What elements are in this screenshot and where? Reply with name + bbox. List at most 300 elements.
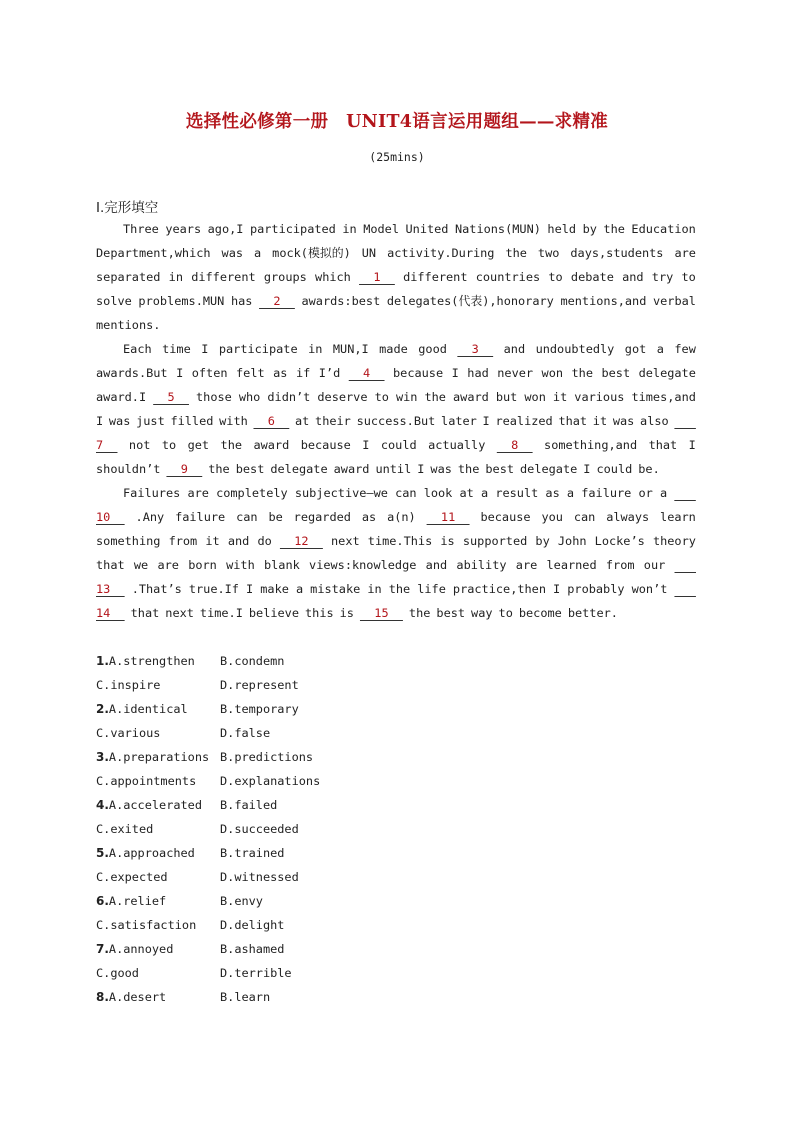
option-c: C.appointments	[96, 774, 197, 788]
passage-word: few	[674, 342, 696, 356]
passage-word: award.I	[96, 390, 147, 404]
passage-word: never	[497, 366, 534, 380]
question-row	[96, 769, 496, 793]
passage-word: who	[238, 390, 261, 404]
passage-word: I	[176, 366, 184, 380]
passage-word: learned	[546, 558, 597, 572]
passage-word: countries	[475, 270, 541, 284]
passage-word: times,and	[631, 390, 696, 404]
passage-word: at	[295, 414, 310, 428]
passage-line	[96, 337, 696, 361]
passage-word: Failures	[123, 486, 181, 500]
passage-word: with	[226, 558, 255, 572]
passage-word: success.But	[356, 414, 436, 428]
passage-word: I	[688, 438, 696, 452]
option-a-text: A.relief	[108, 894, 167, 908]
passage-word: subjective—we	[294, 486, 388, 500]
passage-word: the	[571, 366, 593, 380]
answer-blank-continued	[674, 577, 695, 601]
passage-word: probably	[567, 582, 625, 596]
answer-blank: 10	[96, 510, 125, 524]
passage-word: the	[220, 438, 243, 452]
section-heading: Ⅰ.完形填空	[96, 200, 159, 216]
answer-blank: 3	[457, 342, 494, 356]
passage-word: I	[583, 462, 591, 476]
question-row	[96, 889, 496, 913]
passage-word: become	[518, 606, 562, 620]
question-number: 7.	[96, 942, 109, 956]
passage-word: not	[128, 438, 151, 452]
question-number: 4.	[96, 798, 109, 812]
passage-word: Each	[123, 342, 152, 356]
passage-word: later	[441, 414, 477, 428]
option-a	[96, 697, 188, 721]
passage-word: a	[480, 486, 489, 500]
option-c: C.satisfaction	[96, 918, 197, 932]
option-a-text: A.accelerated	[108, 798, 202, 812]
passage-word: separated	[96, 270, 161, 284]
passage-word: award	[453, 390, 489, 404]
passage-word: born	[188, 558, 217, 572]
question-options	[96, 649, 496, 1009]
passage-line	[96, 577, 696, 601]
answer-blank: 5	[153, 390, 189, 404]
question-row	[96, 985, 496, 1009]
passage-word: was	[430, 462, 452, 476]
passage-line	[96, 409, 696, 433]
option-d: D.represent	[220, 678, 299, 692]
option-b: B.envy	[220, 894, 263, 908]
question-number: 1.	[96, 654, 109, 668]
passage-word: awards.But	[96, 366, 168, 380]
answer-blank: 1	[359, 270, 395, 284]
passage-line	[96, 601, 696, 625]
passage-word: and	[622, 270, 644, 284]
passage-word: awards:best	[301, 294, 381, 308]
question-row	[96, 913, 496, 937]
passage-word: ability	[456, 558, 507, 572]
answer-blank: 14	[96, 606, 125, 620]
question-number: 3.	[96, 750, 109, 764]
passage-word: could	[596, 462, 633, 476]
passage-word: realized	[495, 414, 553, 428]
passage-word: are	[515, 558, 538, 572]
passage-word: which	[315, 270, 351, 284]
passage-word: the	[505, 246, 527, 260]
passage-word: that	[96, 558, 125, 572]
answer-blank: 6	[253, 414, 290, 428]
question-number: 2.	[96, 702, 109, 716]
option-a-text: A.desert	[108, 990, 167, 1004]
passage-word: I	[96, 414, 104, 428]
passage-word: are	[674, 246, 696, 260]
passage-word: next	[331, 534, 360, 548]
passage-word: completely	[216, 486, 288, 500]
question-row	[96, 649, 496, 673]
passage-word: something	[96, 534, 161, 548]
passage-word: is	[339, 606, 354, 620]
passage-word: can	[236, 510, 258, 524]
passage-word: delegate	[638, 366, 696, 380]
cloze-passage	[96, 217, 696, 625]
passage-word: the	[457, 462, 480, 476]
passage-word: was	[108, 414, 131, 428]
passage-word: verbal	[652, 294, 696, 308]
passage-word: I	[362, 438, 370, 452]
question-row	[96, 697, 496, 721]
passage-word: had	[467, 366, 489, 380]
passage-word: MUN,I	[332, 342, 369, 356]
answer-blank: 12	[279, 534, 323, 548]
answer-blank: 13	[96, 582, 125, 596]
passage-word: the	[208, 462, 230, 476]
passage-word: ago,I	[207, 222, 244, 236]
passage-word: time	[162, 342, 191, 356]
question-row	[96, 793, 496, 817]
passage-word: next	[165, 606, 194, 620]
passage-word: groups	[263, 270, 307, 284]
question-row	[96, 937, 496, 961]
passage-word: a	[254, 246, 262, 260]
passage-word: award	[333, 462, 370, 476]
passage-word: days,students	[570, 246, 664, 260]
passage-word: felt	[236, 366, 265, 380]
passage-word: actually	[428, 438, 486, 452]
passage-word: are	[187, 486, 209, 500]
passage-line	[96, 529, 696, 553]
passage-word: regarded	[293, 510, 351, 524]
passage-word: it	[205, 534, 220, 548]
answer-blank: 11	[426, 510, 470, 524]
passage-word: various	[574, 390, 625, 404]
passage-word: time.I	[199, 606, 243, 620]
option-b: B.trained	[220, 846, 285, 860]
passage-word: Nations(MUN)	[454, 222, 541, 236]
passage-word: two	[537, 246, 560, 260]
passage-word: be	[268, 510, 283, 524]
passage-word: often	[191, 366, 228, 380]
passage-word: something,and	[544, 438, 638, 452]
option-a	[96, 745, 209, 769]
passage-word: it	[552, 390, 568, 404]
passage-word: that	[130, 606, 160, 620]
passage-word: I’d	[318, 366, 341, 380]
passage-word: was	[221, 246, 244, 260]
passage-word: award	[253, 438, 290, 452]
passage-word: mentions.	[96, 318, 161, 332]
passage-word: can	[573, 510, 596, 524]
option-d: D.witnessed	[220, 870, 299, 884]
passage-word: I	[553, 582, 561, 596]
passage-word: Model	[363, 222, 399, 236]
passage-line	[96, 433, 696, 457]
passage-line	[96, 241, 696, 265]
passage-word: that	[648, 438, 678, 452]
passage-word: if	[295, 366, 311, 380]
passage-word: that	[558, 414, 588, 428]
passage-word: John	[557, 534, 587, 548]
option-a-text: A.annoyed	[108, 942, 174, 956]
passage-line	[96, 457, 696, 481]
passage-word: way	[471, 606, 493, 620]
passage-word: in	[168, 270, 183, 284]
passage-line	[96, 553, 696, 577]
passage-word: activity.During	[387, 246, 495, 260]
question-row	[96, 673, 496, 697]
passage-word: because	[393, 366, 444, 380]
option-d: D.explanations	[220, 774, 321, 788]
passage-word: Department,which	[96, 246, 211, 260]
passage-word: to	[681, 270, 696, 284]
option-c: C.exited	[96, 822, 154, 836]
question-row	[96, 745, 496, 769]
passage-word: until	[375, 462, 412, 476]
passage-word: from	[168, 534, 198, 548]
passage-word: won	[541, 366, 564, 380]
passage-word: make	[260, 582, 289, 596]
option-d: D.delight	[220, 918, 285, 932]
answer-blank: 15	[359, 606, 403, 620]
passage-word: a	[660, 486, 668, 500]
answer-blank-continued	[674, 481, 695, 505]
passage-word: .That’s	[131, 582, 182, 596]
passage-word: I	[201, 342, 209, 356]
passage-word: and	[503, 342, 526, 356]
passage-word: shouldn’t	[96, 462, 161, 476]
passage-word: got	[624, 342, 647, 356]
passage-line	[96, 361, 696, 385]
passage-word: filled	[170, 414, 214, 428]
passage-word: those	[196, 390, 232, 404]
passage-word: to	[161, 438, 177, 452]
passage-word: true.If	[188, 582, 239, 596]
passage-word: could	[380, 438, 417, 452]
passage-word: by	[535, 534, 550, 548]
passage-word: I	[451, 366, 459, 380]
passage-word: as	[545, 486, 560, 500]
passage-word: as	[273, 366, 288, 380]
passage-word: Locke’s	[594, 534, 645, 548]
passage-word: better.	[567, 606, 618, 620]
passage-word: but	[495, 390, 518, 404]
option-a	[96, 649, 195, 673]
page-subtitle: (25mins)	[369, 150, 425, 164]
passage-word: debate	[570, 270, 614, 284]
passage-word: always	[606, 510, 650, 524]
passage-word: or	[638, 486, 653, 500]
option-b: B.predictions	[220, 750, 314, 764]
passage-line	[96, 313, 696, 337]
option-a	[96, 985, 166, 1009]
passage-word: as	[361, 510, 377, 524]
passage-word: United	[405, 222, 449, 236]
passage-word: mock(模拟的)	[272, 246, 351, 260]
passage-word: was	[612, 414, 635, 428]
passage-word: didn’t	[267, 390, 311, 404]
passage-word: life	[417, 582, 446, 596]
passage-word: the	[424, 390, 446, 404]
passage-word: undoubtedly	[535, 342, 615, 356]
passage-word: to	[374, 390, 389, 404]
passage-word: get	[187, 438, 210, 452]
passage-word: from	[605, 558, 635, 572]
passage-word: different	[403, 270, 468, 284]
passage-word: failure	[175, 510, 226, 524]
passage-word: best	[436, 606, 466, 620]
passage-word: held	[547, 222, 577, 236]
passage-word: views:knowledge	[309, 558, 417, 572]
passage-word: try	[651, 270, 674, 284]
answer-blank: 4	[348, 366, 385, 380]
passage-word: best	[235, 462, 265, 476]
passage-word: I	[417, 462, 425, 476]
passage-word: their	[315, 414, 351, 428]
passage-line	[96, 217, 696, 241]
passage-word: participated	[249, 222, 336, 236]
question-number: 8.	[96, 990, 109, 1004]
passage-word: believe	[248, 606, 299, 620]
passage-word: in	[342, 222, 357, 236]
question-number: 5.	[96, 846, 109, 860]
passage-line	[96, 385, 696, 409]
passage-word: are	[157, 558, 179, 572]
passage-word: problems.MUN	[138, 294, 225, 308]
passage-word: learn	[660, 510, 696, 524]
answer-blank: 7	[96, 438, 118, 452]
passage-word: with	[219, 414, 248, 428]
passage-word: by	[582, 222, 597, 236]
passage-word: I	[246, 582, 254, 596]
passage-word: can	[395, 486, 417, 500]
option-a	[96, 937, 173, 961]
passage-word: years	[165, 222, 202, 236]
passage-word: at	[459, 486, 474, 500]
passage-word: we	[133, 558, 149, 572]
passage-word: the	[408, 606, 431, 620]
passage-word: mentions,and	[560, 294, 647, 308]
passage-word: mistake	[310, 582, 361, 596]
passage-line	[96, 505, 696, 529]
passage-word: to	[498, 606, 513, 620]
passage-word: failure	[581, 486, 632, 500]
option-b: B.condemn	[220, 654, 285, 668]
passage-word: time.This	[367, 534, 433, 548]
option-a-text: A.identical	[108, 702, 188, 716]
passage-word: also	[640, 414, 669, 428]
passage-word: I	[482, 414, 490, 428]
passage-word: win	[395, 390, 418, 404]
option-d: D.succeeded	[220, 822, 299, 836]
option-a-text: A.preparations	[108, 750, 210, 764]
passage-word: the	[388, 582, 411, 596]
option-b: B.failed	[220, 798, 278, 812]
passage-word: delegate	[270, 462, 328, 476]
option-c: C.expected	[96, 870, 168, 884]
passage-word: won	[524, 390, 546, 404]
passage-word: result	[495, 486, 539, 500]
option-c: C.inspire	[96, 678, 161, 692]
passage-word: and	[425, 558, 448, 572]
answer-blank: 2	[259, 294, 295, 308]
passage-word: made	[379, 342, 408, 356]
question-row	[96, 865, 496, 889]
page-title: 选择性必修第一册 UNIT4语言运用题组——求精准	[185, 112, 609, 132]
passage-word: in	[367, 582, 382, 596]
passage-word: blank	[263, 558, 300, 572]
passage-word: supported	[462, 534, 528, 548]
passage-word: you	[541, 510, 563, 524]
answer-blank: 8	[496, 438, 533, 452]
option-d: D.terrible	[220, 966, 292, 980]
passage-word: be.	[638, 462, 660, 476]
option-d: D.false	[220, 726, 271, 740]
passage-word: good	[418, 342, 447, 356]
passage-word: has	[230, 294, 253, 308]
passage-word: a	[566, 486, 575, 500]
option-a	[96, 793, 202, 817]
passage-word: look	[423, 486, 453, 500]
passage-word: a	[656, 342, 664, 356]
question-row	[96, 961, 496, 985]
passage-word: participate	[218, 342, 298, 356]
option-c: C.good	[96, 966, 139, 980]
passage-word: it	[592, 414, 608, 428]
question-row	[96, 841, 496, 865]
passage-word: because	[480, 510, 531, 524]
passage-word: our	[643, 558, 666, 572]
option-a-text: A.strengthen	[108, 654, 195, 668]
passage-word: do	[257, 534, 272, 548]
option-a	[96, 889, 166, 913]
question-row	[96, 721, 496, 745]
option-b: B.temporary	[220, 702, 299, 716]
passage-word: just	[136, 414, 165, 428]
passage-word: solve	[96, 294, 132, 308]
passage-word: delegates(代表),honorary	[386, 294, 554, 308]
passage-word: and	[227, 534, 250, 548]
passage-word: Three	[123, 222, 159, 236]
passage-word: delegate	[520, 462, 578, 476]
option-c: C.various	[96, 726, 161, 740]
option-a	[96, 841, 195, 865]
passage-word: because	[300, 438, 351, 452]
passage-word: deserve	[317, 390, 368, 404]
option-a-text: A.approached	[108, 846, 195, 860]
answer-blank-continued	[674, 409, 695, 433]
passage-line	[96, 481, 696, 505]
passage-line	[96, 265, 696, 289]
passage-word: a	[295, 582, 304, 596]
passage-word: theory	[652, 534, 696, 548]
passage-word: won’t	[631, 582, 668, 596]
passage-word: the	[603, 222, 625, 236]
passage-word: best	[601, 366, 631, 380]
passage-word: this	[305, 606, 334, 620]
passage-word: Education	[631, 222, 696, 236]
passage-word: .Any	[135, 510, 165, 524]
passage-word: a(n)	[387, 510, 416, 524]
answer-blank: 9	[166, 462, 203, 476]
answer-blank-continued	[675, 553, 696, 577]
passage-word: to	[548, 270, 563, 284]
passage-word: in	[308, 342, 323, 356]
passage-word: practice,then	[452, 582, 546, 596]
passage-word: UN	[361, 246, 377, 260]
passage-word: best	[485, 462, 515, 476]
question-row	[96, 817, 496, 841]
passage-word: is	[440, 534, 455, 548]
option-b: B.learn	[220, 990, 271, 1004]
